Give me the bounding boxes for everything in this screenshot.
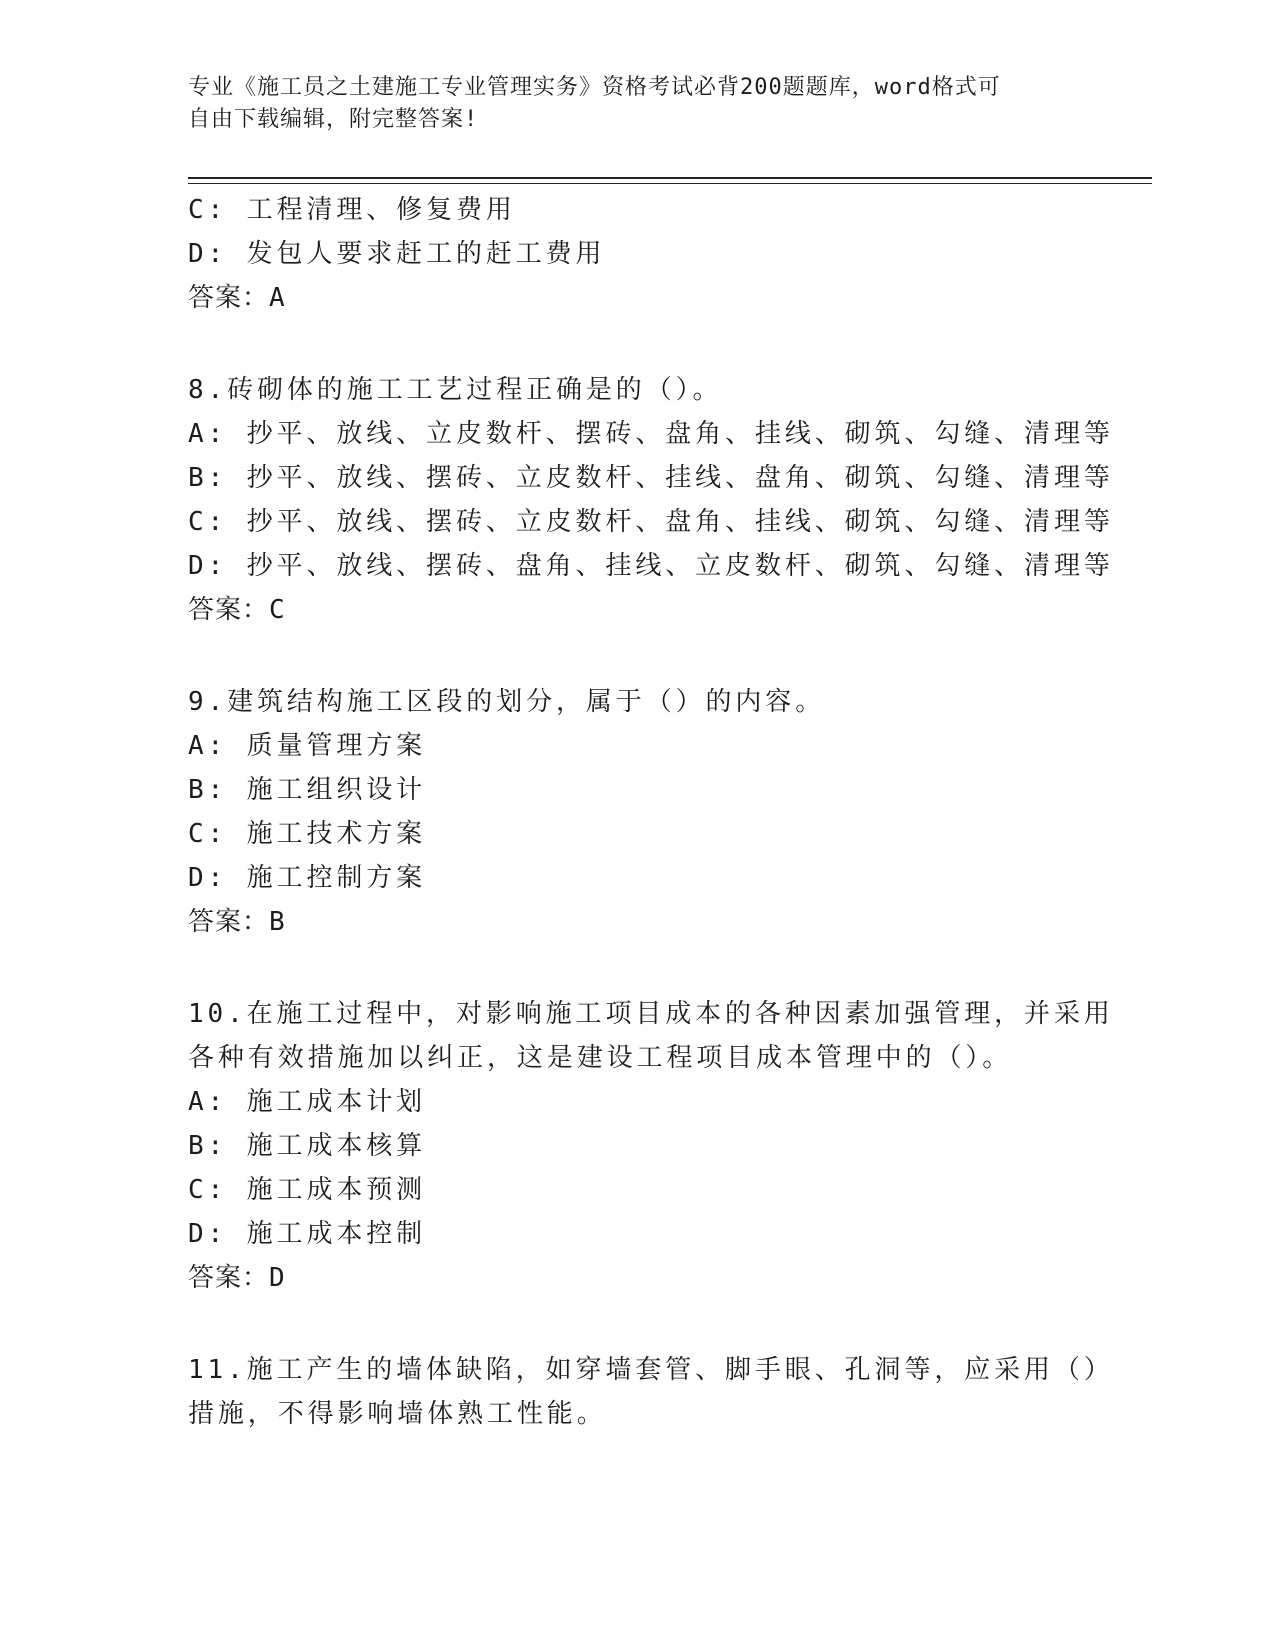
q8-option-c: C: 抄平、放线、摆砖、立皮数杆、盘角、挂线、砌筑、勾缝、清理等 [188,507,1114,537]
q8-option-a: A: 抄平、放线、立皮数杆、摆砖、盘角、挂线、砌筑、勾缝、清理等 [188,419,1114,449]
q10-option-c: C: 施工成本预测 [188,1175,427,1205]
q10-option-b: B: 施工成本核算 [188,1131,427,1161]
q9-option-c: C: 施工技术方案 [188,819,427,849]
q10-stem-line-2: 各种有效措施加以纠正，这是建设工程项目成本管理中的（）。 [188,1043,1013,1073]
q9-option-a: A: 质量管理方案 [188,731,427,761]
q9-option-d: D: 施工控制方案 [188,863,427,893]
q8-option-d: D: 抄平、放线、摆砖、盘角、挂线、立皮数杆、砌筑、勾缝、清理等 [188,551,1114,581]
header-line-1: 专业《施工员之土建施工专业管理实务》资格考试必背200题题库，word格式可 [188,75,1001,100]
q11-stem-line-2: 措施，不得影响墙体熟工性能。 [188,1399,607,1429]
prev-option-c: C: 工程清理、修复费用 [188,195,516,225]
header-divider-thick [188,177,1152,179]
q10-answer: 答案：D [188,1263,286,1293]
header-divider-thin [188,183,1152,184]
q9-answer: 答案：B [188,907,286,937]
prev-answer: 答案：A [188,283,286,313]
q10-option-d: D: 施工成本控制 [188,1219,427,1249]
q10-option-a: A: 施工成本计划 [188,1087,427,1117]
header-line-2: 自由下载编辑，附完整答案! [188,107,479,132]
q9-option-b: B: 施工组织设计 [188,775,427,805]
q8-answer: 答案：C [188,595,286,625]
q8-stem: 8.砖砌体的施工工艺过程正确是的（）。 [188,375,723,405]
q11-stem-line-1: 11.施工产生的墙体缺陷，如穿墙套管、脚手眼、孔洞等，应采用（） [188,1355,1114,1385]
prev-option-d: D: 发包人要求赶工的赶工费用 [188,239,606,269]
q10-stem-line-1: 10.在施工过程中，对影响施工项目成本的各种因素加强管理，并采用 [188,999,1114,1029]
document-header [188,72,1088,136]
q9-stem: 9.建筑结构施工区段的划分，属于（）的内容。 [188,687,826,717]
q8-option-b: B: 抄平、放线、摆砖、立皮数杆、挂线、盘角、砌筑、勾缝、清理等 [188,463,1114,493]
